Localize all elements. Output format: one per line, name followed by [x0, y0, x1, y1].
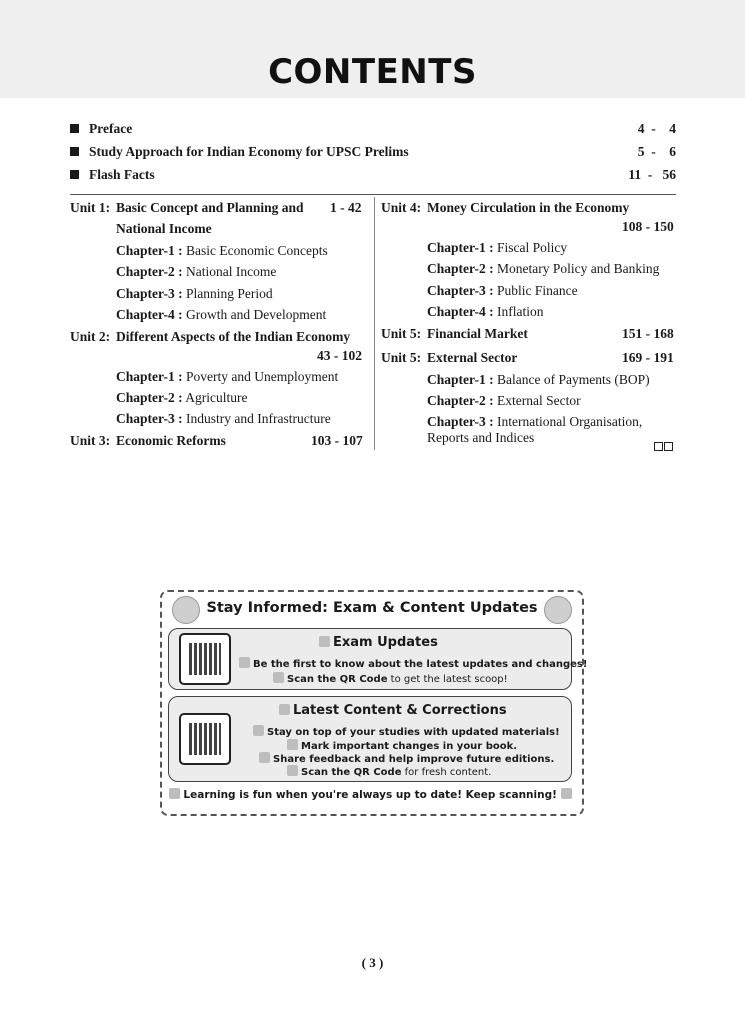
- unit-pages: 43 - 102: [317, 348, 362, 363]
- content-updates-panel: [168, 696, 572, 782]
- unit-pages: 103 - 107: [311, 433, 363, 448]
- rocket-icon: [319, 636, 330, 647]
- content-line-2: Mark important changes in your book.: [287, 739, 517, 752]
- left-column: [70, 200, 364, 460]
- exam-line-1: Be the first to know about the latest updates and changes!: [239, 657, 587, 670]
- qr-pattern: [189, 723, 221, 755]
- chapter-item[interactable]: Chapter-3 : Industry and Infrastructure: [116, 411, 331, 426]
- chapter-title-cont: Reports and Indices: [427, 430, 535, 445]
- chapter-item[interactable]: Chapter-1 : Basic Economic Concepts: [116, 243, 328, 258]
- item-pages: 5 - 6: [637, 144, 676, 159]
- megaphone-icon: [239, 657, 250, 668]
- unit-label: Unit 2:: [70, 329, 111, 344]
- unit-pages: 1 - 42: [330, 200, 362, 215]
- list-item[interactable]: [70, 120, 676, 143]
- exam-line-2: Scan the QR Code to get the latest scoop!: [273, 672, 508, 685]
- chapter-item[interactable]: Chapter-2 : External Sector: [427, 393, 581, 408]
- unit-pages: 151 - 168: [622, 326, 674, 341]
- item-label: Preface: [89, 121, 133, 136]
- unit-label: Unit 1:: [70, 200, 111, 215]
- feedback-icon: [259, 752, 270, 763]
- item-label: Flash Facts: [89, 167, 155, 182]
- content-line-1: Stay on top of your studies with updated materials!: [253, 725, 560, 738]
- phone-icon: [273, 672, 284, 683]
- content-line-3: Share feedback and help improve future editions.: [259, 752, 554, 765]
- unit-title[interactable]: Money Circulation in the Economy: [427, 200, 630, 215]
- chapter-item[interactable]: Chapter-1 : Fiscal Policy: [427, 240, 568, 255]
- unit-title[interactable]: Basic Concept and Planning and: [116, 200, 304, 215]
- chapter-item[interactable]: Chapter-2 : Monetary Policy and Banking: [427, 261, 660, 276]
- square-bullet-icon: [70, 147, 79, 156]
- chapter-item[interactable]: Chapter-2 : Agriculture: [116, 390, 248, 405]
- chapter-item[interactable]: Chapter-4 : Growth and Development: [116, 307, 327, 322]
- square-bullet-icon: [70, 170, 79, 179]
- qr-pattern: [189, 643, 221, 675]
- unit-title[interactable]: External Sector: [427, 350, 518, 365]
- chapter-item[interactable]: Chapter-3 : International Organisation,: [427, 414, 643, 429]
- section-heading: Exam Updates: [319, 635, 438, 650]
- page-title: CONTENTS: [268, 52, 477, 92]
- sparkle-icon: [253, 725, 264, 736]
- item-pages: 4 - 4: [637, 121, 676, 136]
- qr-code[interactable]: [179, 633, 231, 685]
- list-item[interactable]: [70, 166, 676, 189]
- updates-card: [160, 590, 588, 816]
- page-number: ( 3 ): [361, 955, 384, 970]
- books-icon: [279, 704, 290, 715]
- column-divider: [374, 197, 375, 450]
- section-heading: Latest Content & Corrections: [279, 703, 507, 718]
- exam-updates-panel: [168, 628, 588, 690]
- phone-icon: [287, 765, 298, 776]
- unit-pages: 108 - 150: [622, 219, 674, 234]
- lightbulb-icon: [169, 788, 180, 799]
- rocket-icon: [561, 788, 572, 799]
- unit-title[interactable]: Financial Market: [427, 326, 528, 341]
- chapter-item[interactable]: Chapter-2 : National Income: [116, 264, 277, 279]
- qr-code[interactable]: [179, 713, 231, 765]
- unit-label: Unit 5:: [381, 350, 422, 365]
- card-title: Stay Informed: Exam & Content Updates: [206, 600, 538, 616]
- unit-title-cont[interactable]: National Income: [116, 221, 212, 236]
- end-mark-icon: [654, 440, 674, 455]
- chapter-item[interactable]: Chapter-1 : Poverty and Unemployment: [116, 369, 339, 384]
- item-pages: 11 - 56: [628, 167, 676, 182]
- unit-label: Unit 5:: [381, 326, 422, 341]
- unit-pages: 169 - 191: [622, 350, 674, 365]
- top-list: [70, 120, 676, 189]
- unit-label: Unit 4:: [381, 200, 422, 215]
- unit-title[interactable]: Economic Reforms: [116, 433, 226, 448]
- horizontal-rule: [70, 194, 676, 195]
- checkbox-icon: [287, 739, 298, 750]
- chapter-item[interactable]: Chapter-4 : Inflation: [427, 304, 544, 319]
- square-bullet-icon: [70, 124, 79, 133]
- unit-title[interactable]: Different Aspects of the Indian Economy: [116, 329, 351, 344]
- unit-label: Unit 3:: [70, 433, 111, 448]
- card-footer: Learning is fun when you're always up to date! Keep scanning!: [162, 788, 582, 801]
- content-line-4: Scan the QR Code for fresh content.: [287, 765, 491, 778]
- item-label: Study Approach for Indian Economy for UPSC Prelims: [89, 144, 409, 159]
- chapter-item[interactable]: Chapter-1 : Balance of Payments (BOP): [427, 372, 650, 387]
- right-column: [381, 200, 676, 460]
- list-item[interactable]: [70, 143, 676, 166]
- chapter-item[interactable]: Chapter-3 : Planning Period: [116, 286, 273, 301]
- chapter-item[interactable]: Chapter-3 : Public Finance: [427, 283, 578, 298]
